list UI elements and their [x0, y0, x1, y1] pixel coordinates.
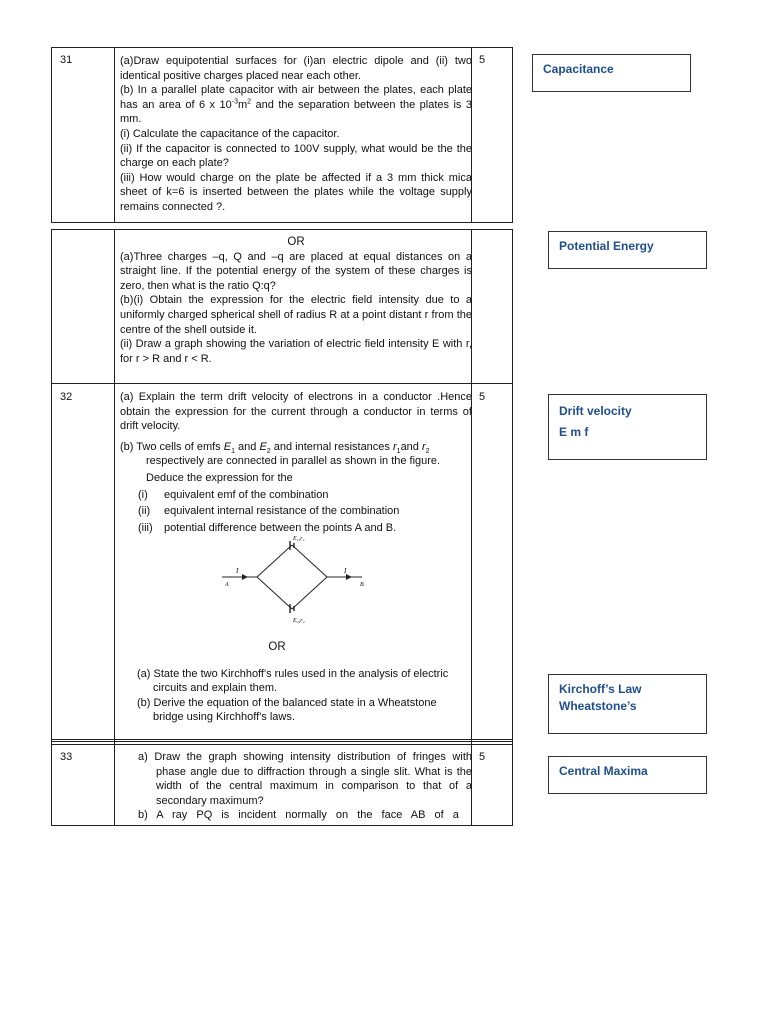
point-b-label: B — [360, 582, 364, 588]
row-divider — [52, 744, 512, 745]
question-32-text: (a) Explain the term drift velocity of electrons in a conductor .Hence obtain the expression for the current through a conductor in terms of drift velocity. (b) Two cells of emfs $E_1$ and $E_2$ and internal resistances $r_1and$ $r_2$ respectively are connected in parallel as shown in the figure. Deduce the expression for the (i) equivalent emf of the combination (ii) equivalent internal resistance of the combination (iii) potential difference between the points A and B. — [120, 391, 472, 534]
topic-tag-potential-energy: Potential Energy — [548, 231, 707, 269]
question-31-or-text: OR (a)Three charges –q, Q and –q are placed at equal distances on a straight line. If the potential energy of the system of these charges is zero, then what is the ratio Q:q? (b)(i) Obtain the expression for the electric field intensity due to a uniformly charged spherical shell of radius R at a point distant r from the centre of the shell outside it. (ii) Draw a graph showing the variation of electric field intensity E with r, for r > R and r < R. — [120, 236, 472, 365]
question-33-text: a) Draw the graph showing intensity distribution of fringes with phase angle due to diffraction through a single slit. What is the width of the central maximum in comparison to that of a secondary maximum? b) A ray PQ is incident normally on the face AB of a — [138, 751, 472, 822]
current-arrow-right — [346, 574, 352, 580]
row-divider — [52, 383, 512, 384]
list-item: (ii) equivalent internal resistance of the combination — [138, 505, 400, 518]
point-a-label: A — [225, 582, 229, 588]
question-33-table — [51, 739, 513, 826]
topic-tag-central-maxima: Central Maxima — [548, 756, 707, 794]
current-arrow-left — [242, 574, 248, 580]
question-31-table — [51, 47, 513, 223]
parallel-cells-circuit-diagram — [222, 536, 402, 630]
question-marks: 5 — [479, 54, 486, 66]
question-32-or-text: OR (a) State the two Kirchhoff's rules used in the analysis of electric circuits and explain them. (b) Derive the equation of the balanced state in a Wheatstone bridge using Kirchhoff's laws. — [137, 640, 457, 725]
wire-upper-right — [292, 545, 327, 577]
topic-tag-capacitance: Capacitance — [532, 54, 691, 92]
top-cell-label: E₁,r₁ — [293, 536, 305, 542]
list-item: (iii) potential difference between the points A and B. — [138, 521, 397, 534]
question-marks: 5 — [479, 751, 486, 763]
topic-tag-kirchhoff: Kirchoff’s Law Wheatstone’s — [548, 674, 707, 734]
topic-tag-drift-velocity: Drift velocity E m f — [548, 394, 707, 460]
question-marks: 5 — [479, 391, 486, 403]
question-text: (a)Draw equipotential surfaces for (i)an electric dipole and (ii) two identical positive charges placed near each other. (b) In a parallel plate capacitor with air between the plates, each plate has an area of 6 x $10^{-3}m^2$ and the separation between the plates is 3 mm. (i) Calculate the capacitance of the capacitor. (ii) If the capacitor is connected to 100V supply, what would be the the charge on each plate? (iii) How would charge on the plate be affected if a 3 mm thick mica sheet of k=6 is inserted between the plates while the voltage supply remains connected ?. — [120, 55, 472, 213]
list-item: (i) equivalent emf of the combination — [138, 488, 329, 501]
bottom-cell-label: E₂,r₂ — [293, 618, 305, 624]
wire-lower-left — [257, 577, 292, 609]
wire-lower-right — [292, 577, 327, 609]
current-label-left: I — [236, 567, 239, 575]
question-number: 32 — [60, 391, 73, 403]
question-31-or-and-32-table — [51, 229, 513, 742]
question-number: 31 — [60, 54, 73, 66]
current-label-right: I — [344, 567, 347, 575]
question-number: 33 — [60, 751, 73, 763]
wire-upper-left — [257, 545, 292, 577]
or-label: OR — [287, 236, 305, 248]
or-label: OR — [268, 641, 286, 653]
sub-question-list — [120, 488, 472, 536]
